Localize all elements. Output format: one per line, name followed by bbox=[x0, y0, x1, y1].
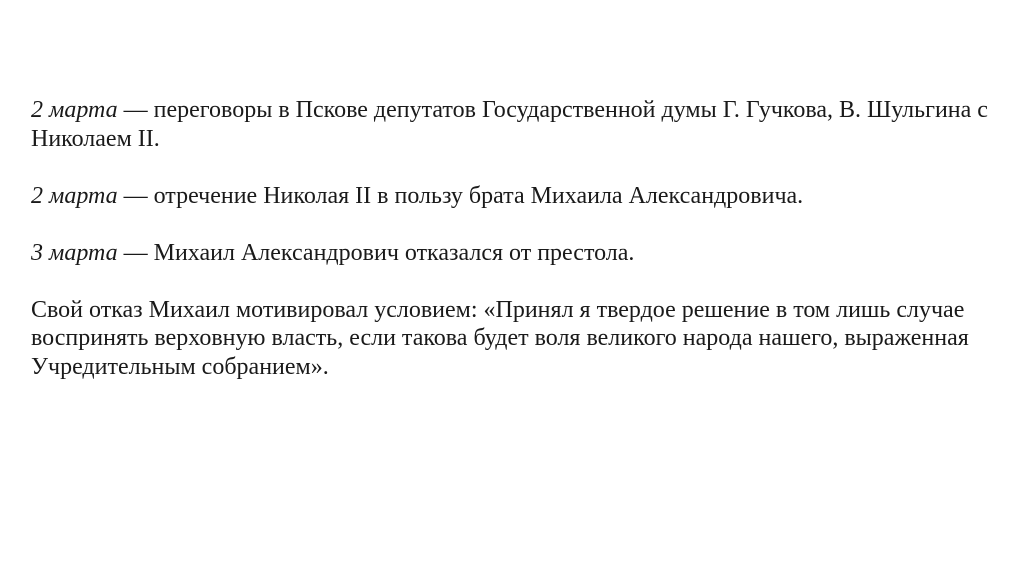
entry-text: — переговоры в Пскове депутатов Государственной думы Г. Гучкова, В. Шульгина с Николаем II. bbox=[31, 97, 988, 152]
entry-text: — Михаил Александрович отказался от престола. bbox=[117, 239, 635, 266]
entry-date: 2 марта bbox=[31, 97, 118, 123]
entry-mikhail-refusal bbox=[31, 239, 991, 268]
entry-date: 3 марта bbox=[31, 239, 118, 266]
entry-abdication-nicholas bbox=[31, 182, 991, 211]
quote-paragraph: Свой отказ Михаил мотивировал условием: «Принял я твердое решение в том лишь случае воспринять верховную власть, если такова будет воля великого народа нашего, выраженная Учредительным собранием». bbox=[31, 296, 969, 380]
entry-date: 2 марта bbox=[31, 182, 118, 209]
entry-text: — отречение Николая II в пользу брата Михаила Александровича. bbox=[117, 182, 804, 209]
entry-pskov-negotiations bbox=[31, 96, 991, 153]
slide-content bbox=[31, 96, 991, 410]
